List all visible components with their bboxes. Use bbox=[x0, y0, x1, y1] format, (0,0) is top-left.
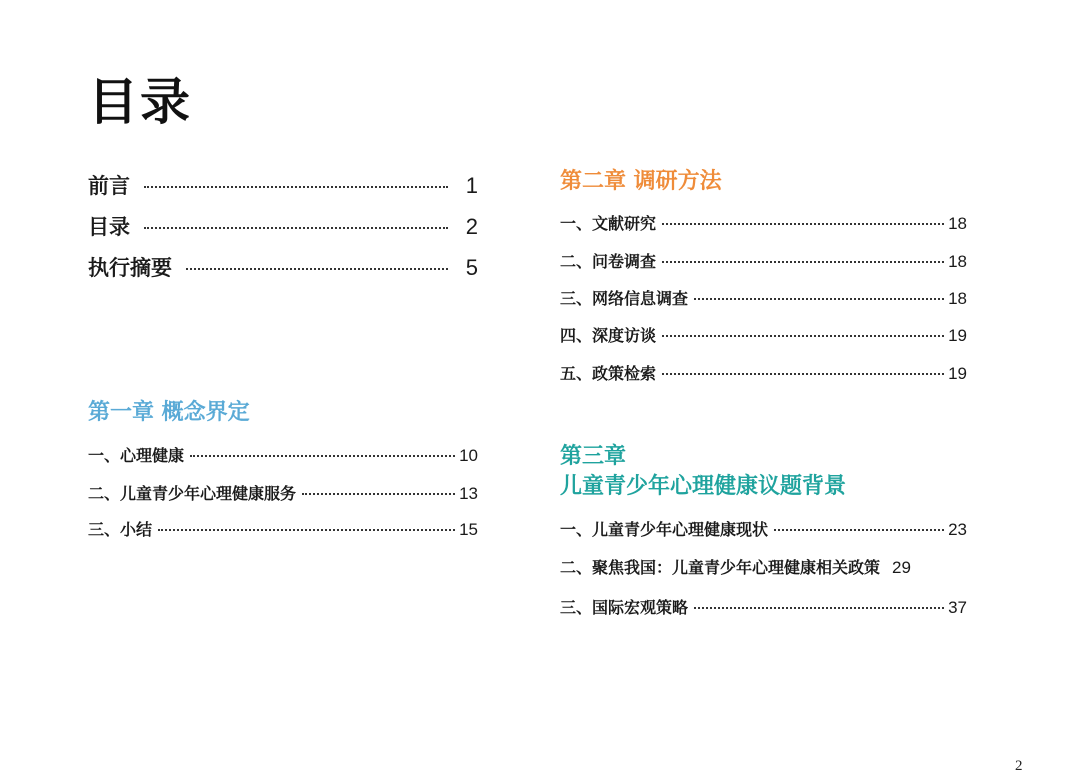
toc-entry-label: 五、政策检索 bbox=[560, 364, 657, 383]
dot-leader bbox=[662, 223, 944, 225]
toc-entry-label: 二、问卷调查 bbox=[560, 252, 657, 271]
dot-leader bbox=[662, 373, 944, 375]
toc-entry-label: 三、国际宏观策略 bbox=[560, 598, 689, 617]
page-number: 2 bbox=[1015, 758, 1023, 774]
dot-leader bbox=[186, 268, 448, 270]
toc-subentry[interactable] bbox=[560, 211, 967, 234]
dot-leader bbox=[144, 186, 448, 188]
dot-leader bbox=[694, 607, 944, 609]
toc-entry-page: 19 bbox=[948, 326, 967, 345]
toc-entry-label: 三、小结 bbox=[88, 520, 153, 539]
toc-subentry[interactable] bbox=[560, 555, 967, 578]
toc-entry-page: 13 bbox=[459, 484, 478, 503]
toc-entry-page: 10 bbox=[459, 446, 478, 465]
dot-leader bbox=[144, 227, 448, 229]
toc-entry-label: 一、儿童青少年心理健康现状 bbox=[560, 520, 769, 539]
toc-entry-executive-summary[interactable] bbox=[88, 252, 478, 282]
toc-entry-contents[interactable] bbox=[88, 211, 478, 241]
dot-leader bbox=[302, 493, 455, 495]
toc-entry-preface[interactable] bbox=[88, 170, 478, 200]
toc-subentry[interactable] bbox=[560, 517, 967, 540]
toc-entry-label: 一、文献研究 bbox=[560, 214, 657, 233]
chapter3-heading-title: 儿童青少年心理健康议题背景 bbox=[560, 474, 847, 499]
page-title: 目录 bbox=[88, 73, 192, 131]
toc-entry-page: 5 bbox=[465, 255, 478, 280]
toc-entry-page: 15 bbox=[459, 520, 478, 539]
toc-subentry[interactable] bbox=[560, 323, 967, 346]
toc-subentry[interactable] bbox=[560, 249, 967, 272]
dot-leader bbox=[190, 455, 455, 457]
dot-leader bbox=[662, 335, 944, 337]
toc-entry-page: 18 bbox=[948, 289, 967, 308]
toc-entry-label: 目录 bbox=[88, 215, 130, 239]
toc-entry-page: 19 bbox=[948, 364, 967, 383]
toc-entry-label: 执行摘要 bbox=[88, 256, 172, 280]
chapter1-heading[interactable]: 第一章 概念界定 bbox=[88, 400, 250, 425]
toc-subentry[interactable] bbox=[560, 286, 967, 309]
toc-entry-page: 2 bbox=[465, 214, 478, 239]
dot-leader bbox=[694, 298, 944, 300]
toc-entry-page: 29 bbox=[892, 558, 911, 577]
toc-entry-label: 二、儿童青少年心理健康服务 bbox=[88, 484, 297, 503]
toc-subentry[interactable] bbox=[560, 595, 967, 618]
chapter3-heading-number: 第三章 bbox=[560, 444, 627, 469]
toc-entry-page: 23 bbox=[948, 520, 967, 539]
toc-entry-page: 18 bbox=[948, 252, 967, 271]
toc-subentry[interactable] bbox=[560, 361, 967, 384]
toc-subentry[interactable] bbox=[88, 517, 478, 540]
toc-entry-label: 前言 bbox=[88, 174, 130, 198]
chapter3-heading[interactable] bbox=[560, 442, 846, 502]
dot-leader bbox=[774, 529, 944, 531]
toc-subentry[interactable] bbox=[88, 443, 478, 466]
toc-entry-page: 1 bbox=[465, 173, 478, 198]
toc-entry-page: 37 bbox=[948, 598, 967, 617]
toc-entry-label: 三、网络信息调查 bbox=[560, 289, 689, 308]
toc-entry-page: 18 bbox=[948, 214, 967, 233]
dot-leader bbox=[662, 261, 944, 263]
toc-entry-label: 二、聚焦我国：儿童青少年心理健康相关政策 bbox=[560, 558, 881, 577]
chapter2-heading[interactable]: 第二章 调研方法 bbox=[560, 169, 722, 194]
toc-subentry[interactable] bbox=[88, 481, 478, 504]
dot-leader bbox=[158, 529, 455, 531]
toc-entry-label: 四、深度访谈 bbox=[560, 326, 657, 345]
toc-entry-label: 一、心理健康 bbox=[88, 446, 185, 465]
